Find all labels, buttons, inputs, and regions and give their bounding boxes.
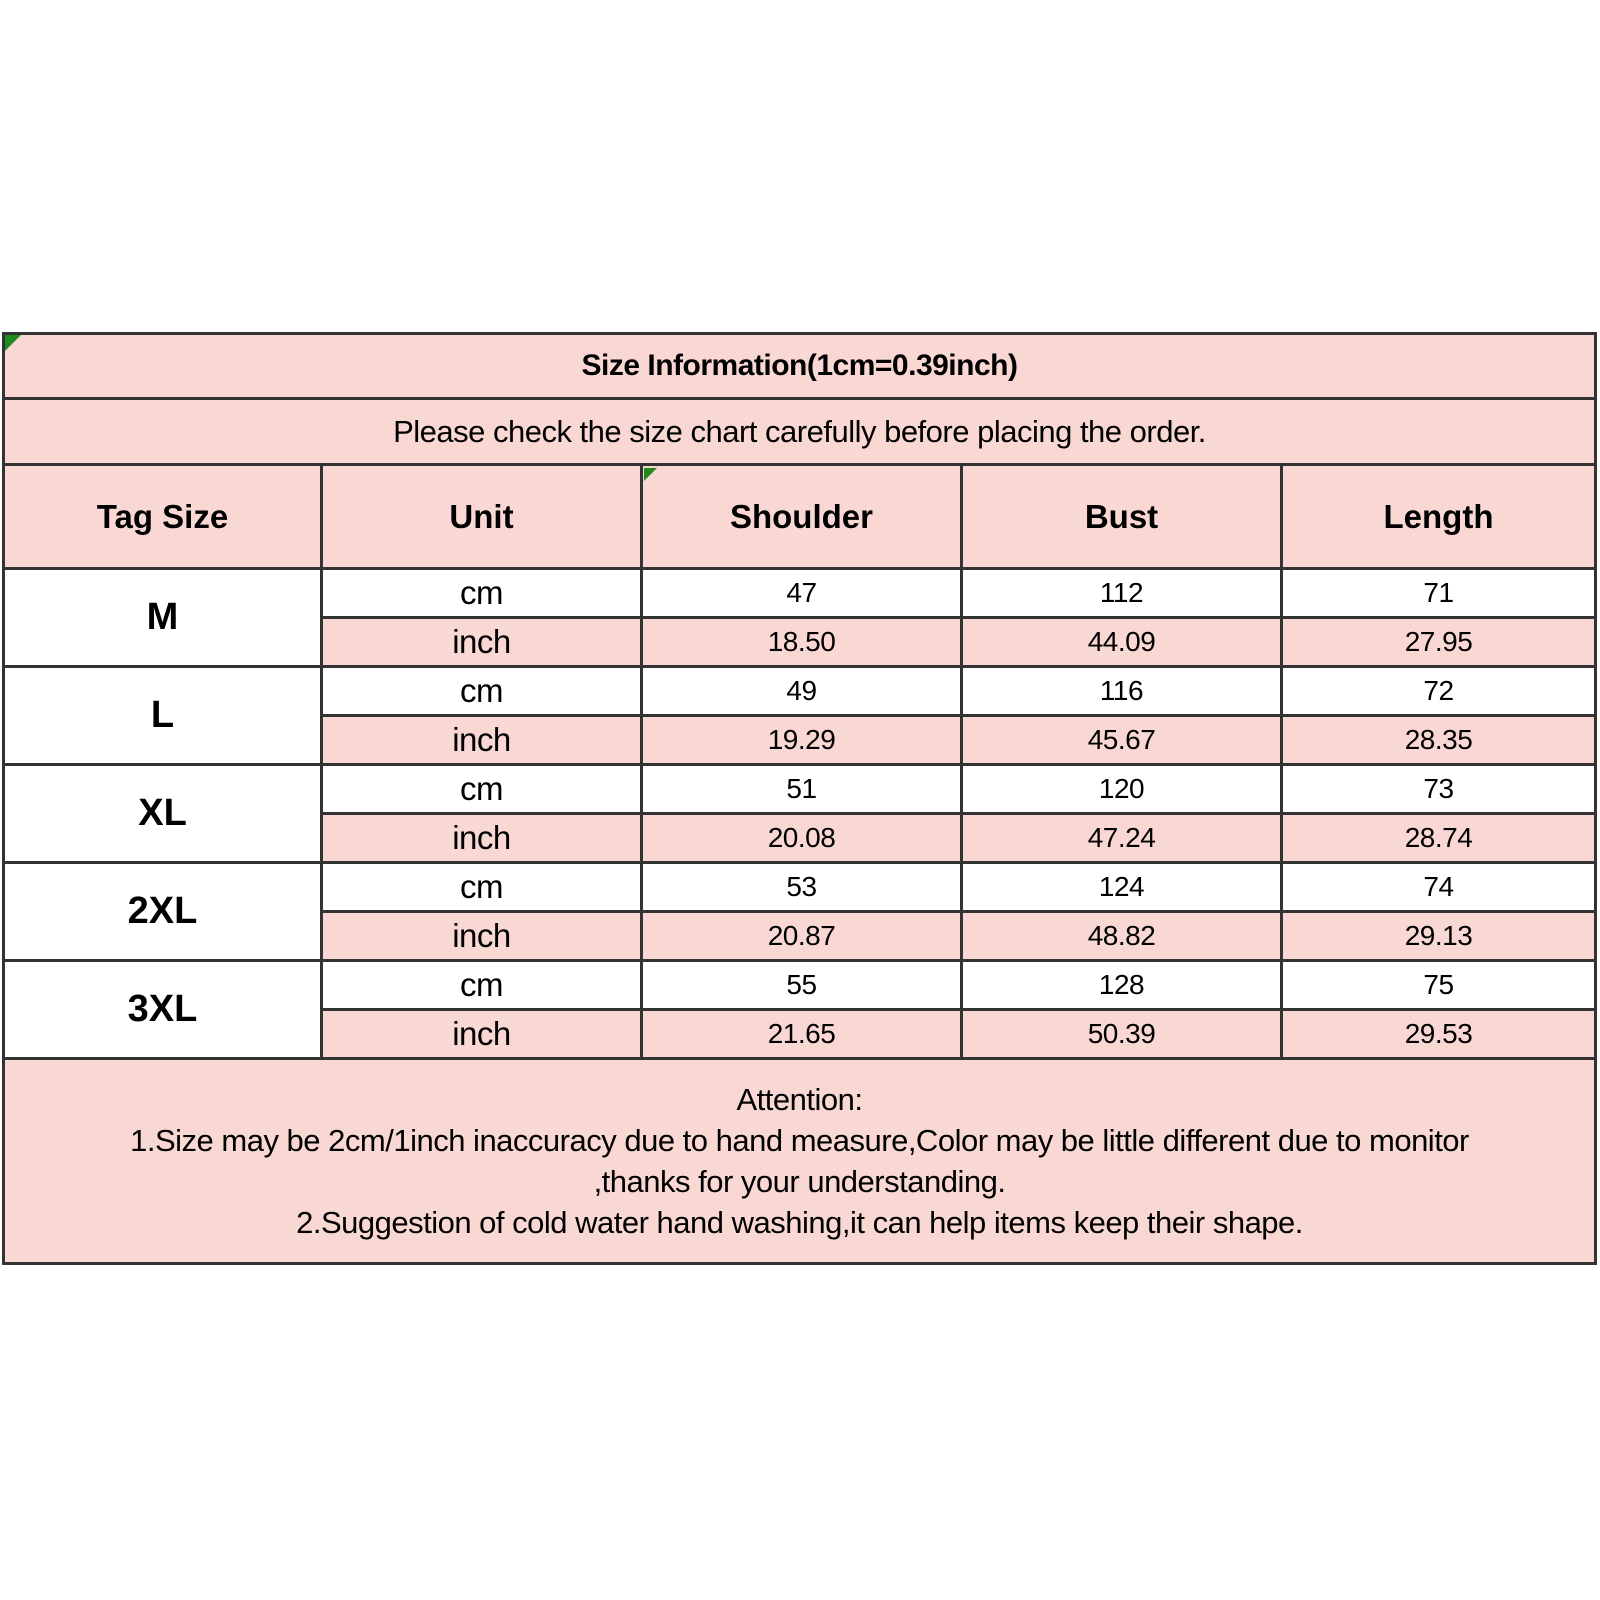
attention-line: Attention:: [736, 1082, 863, 1117]
table-row: [4, 961, 1596, 1010]
unit-cell: inch: [322, 716, 642, 765]
size-chart-subtitle: Please check the size chart carefully before placing the order.: [4, 399, 1596, 465]
unit-cell: inch: [322, 814, 642, 863]
unit-cell: inch: [322, 912, 642, 961]
measurement-cell: 112: [962, 569, 1282, 618]
tag-size-cell: L: [4, 667, 322, 765]
attention-line: 1.Size may be 2cm/1inch inaccuracy due to hand measure,Color may be little different due to monitor: [130, 1123, 1469, 1158]
subtitle-row: [4, 399, 1596, 465]
measurement-cell: 29.13: [1282, 912, 1596, 961]
column-header-bust: Bust: [962, 465, 1282, 569]
measurement-cell: 18.50: [642, 618, 962, 667]
column-header-unit: Unit: [322, 465, 642, 569]
measurement-cell: 47: [642, 569, 962, 618]
measurement-cell: 73: [1282, 765, 1596, 814]
measurement-cell: 116: [962, 667, 1282, 716]
measurement-cell: 28.74: [1282, 814, 1596, 863]
measurement-cell: 55: [642, 961, 962, 1010]
attention-note: [4, 1059, 1596, 1264]
size-chart: [2, 332, 1597, 1262]
measurement-cell: 75: [1282, 961, 1596, 1010]
unit-cell: inch: [322, 618, 642, 667]
unit-cell: cm: [322, 863, 642, 912]
measurement-cell: 28.35: [1282, 716, 1596, 765]
unit-cell: cm: [322, 961, 642, 1010]
tag-size-cell: XL: [4, 765, 322, 863]
attention-line: ,thanks for your understanding.: [593, 1164, 1006, 1199]
table-row: [4, 667, 1596, 716]
unit-cell: inch: [322, 1010, 642, 1059]
measurement-cell: 48.82: [962, 912, 1282, 961]
unit-cell: cm: [322, 569, 642, 618]
measurement-cell: 72: [1282, 667, 1596, 716]
measurement-cell: 53: [642, 863, 962, 912]
column-header-tag-size: Tag Size: [4, 465, 322, 569]
table-row: [4, 765, 1596, 814]
title-row: [4, 334, 1596, 399]
header-row: [4, 465, 1596, 569]
measurement-cell: 20.08: [642, 814, 962, 863]
attention-row: [4, 1059, 1596, 1264]
measurement-cell: 74: [1282, 863, 1596, 912]
size-chart-title: Size Information(1cm=0.39inch): [4, 334, 1596, 399]
measurement-cell: 51: [642, 765, 962, 814]
measurement-cell: 71: [1282, 569, 1596, 618]
column-header-length: Length: [1282, 465, 1596, 569]
tag-size-cell: 2XL: [4, 863, 322, 961]
measurement-cell: 27.95: [1282, 618, 1596, 667]
unit-cell: cm: [322, 667, 642, 716]
measurement-cell: 45.67: [962, 716, 1282, 765]
size-chart-table: [2, 332, 1597, 1265]
measurement-cell: 120: [962, 765, 1282, 814]
table-row: [4, 863, 1596, 912]
tag-size-cell: M: [4, 569, 322, 667]
table-row: [4, 569, 1596, 618]
measurement-cell: 128: [962, 961, 1282, 1010]
measurement-cell: 21.65: [642, 1010, 962, 1059]
measurement-cell: 47.24: [962, 814, 1282, 863]
column-header-shoulder: Shoulder: [642, 465, 962, 569]
measurement-cell: 19.29: [642, 716, 962, 765]
measurement-cell: 124: [962, 863, 1282, 912]
measurement-cell: 50.39: [962, 1010, 1282, 1059]
measurement-cell: 29.53: [1282, 1010, 1596, 1059]
measurement-cell: 44.09: [962, 618, 1282, 667]
attention-line: 2.Suggestion of cold water hand washing,it can help items keep their shape.: [296, 1205, 1303, 1240]
measurement-cell: 20.87: [642, 912, 962, 961]
unit-cell: cm: [322, 765, 642, 814]
tag-size-cell: 3XL: [4, 961, 322, 1059]
measurement-cell: 49: [642, 667, 962, 716]
